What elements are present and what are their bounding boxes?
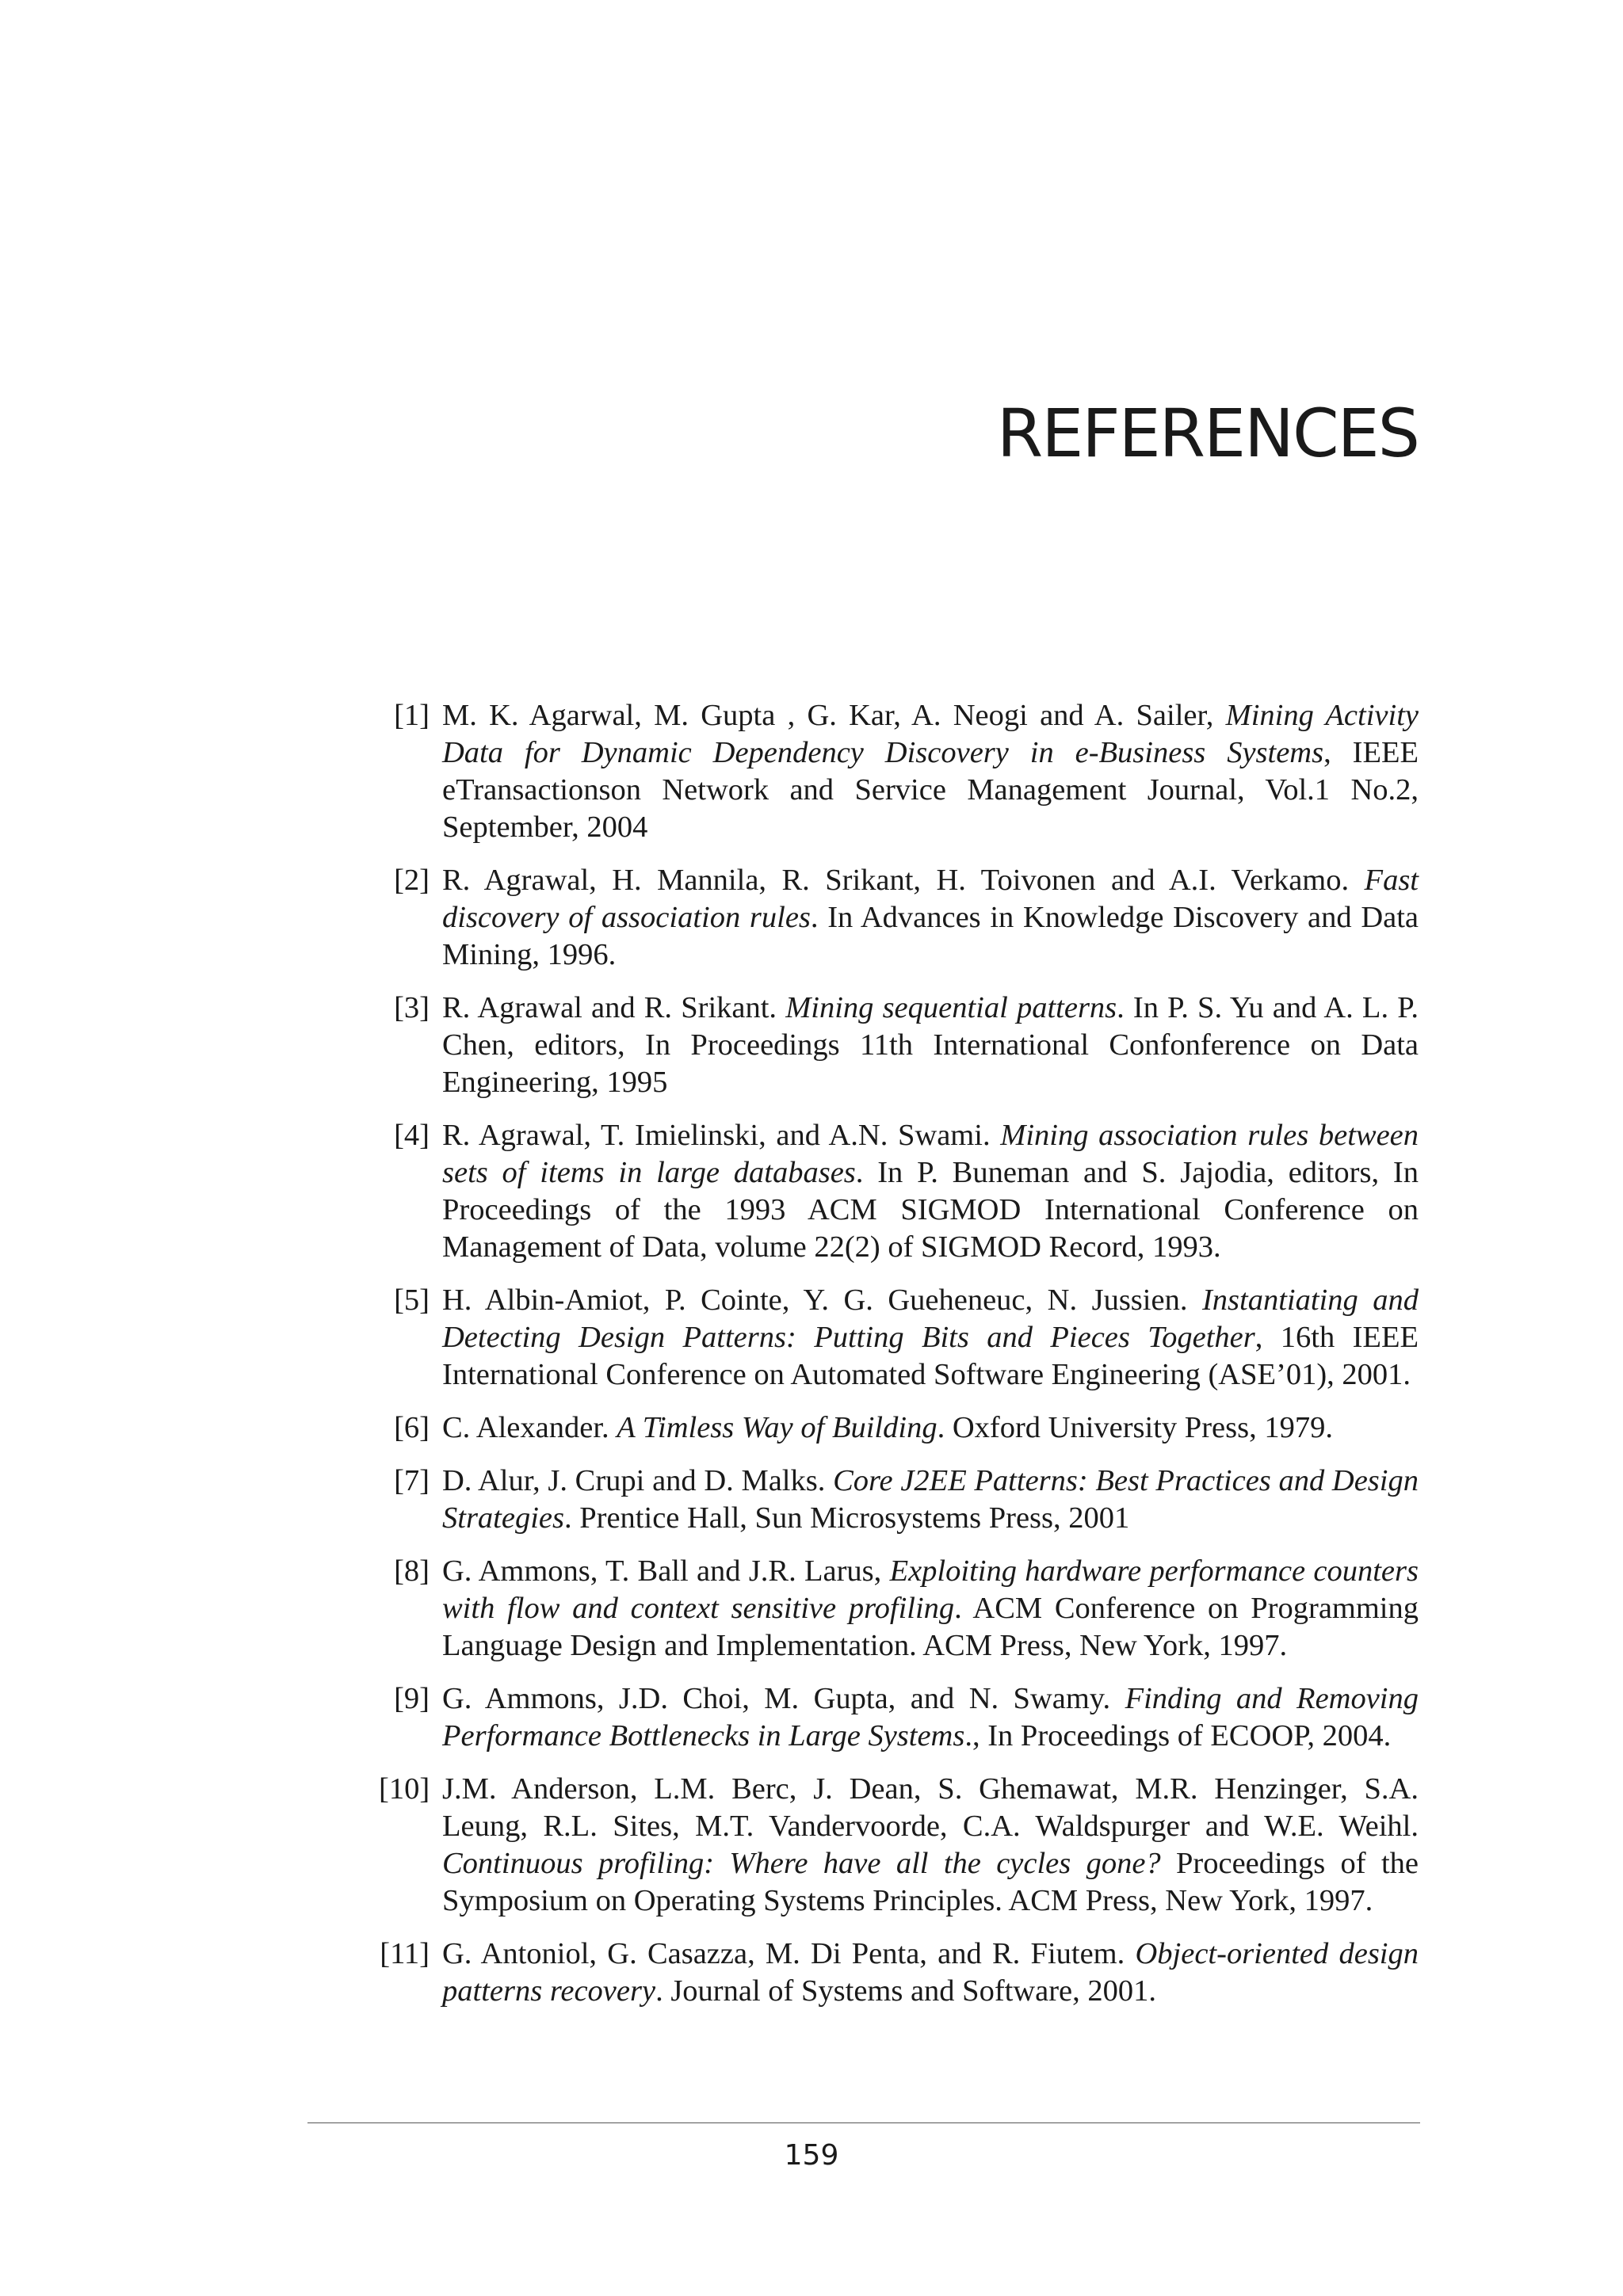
reference-title: Instantiating and Detecting Design Patterns: Putting Bits and Pieces Together: [442, 1283, 1419, 1354]
reference-authors: G. Ammons, J.D. Choi, M. Gupta, and N. Swamy.: [442, 1682, 1125, 1715]
reference-entry: [379, 990, 1419, 1101]
reference-title: Object-oriented design patterns recovery: [442, 1937, 1419, 2008]
reference-title: Core J2EE Patterns: Best Practices and Design Strategies: [442, 1464, 1419, 1535]
reference-source: . Oxford University Press, 1979.: [937, 1411, 1333, 1444]
reference-title: Continuous profiling: Where have all the cycles gone?: [442, 1847, 1161, 1880]
reference-title: Fast discovery of association rules: [442, 864, 1419, 934]
reference-entry: [379, 697, 1419, 846]
reference-entry: [379, 1282, 1419, 1394]
reference-title: Mining association rules between sets of items in large databases: [442, 1119, 1419, 1189]
reference-authors: M. K. Agarwal, M. Gupta , G. Kar, A. Neogi and A. Sailer,: [442, 699, 1226, 732]
reference-authors: C. Alexander.: [442, 1411, 617, 1444]
reference-authors: J.M. Anderson, L.M. Berc, J. Dean, S. Ghemawat, M.R. Henzinger, S.A. Leung, R.L. Sites, M.T. Vandervoorde, C.A. Waldspurger and W.E. Weihl.: [442, 1772, 1419, 1843]
chapter-title: REFERENCES: [996, 395, 1419, 472]
reference-source: . In Advances in Knowledge Discovery and Data Mining, 1996.: [442, 901, 1419, 971]
reference-entry: [379, 1680, 1419, 1755]
reference-label: [6]: [394, 1411, 430, 1444]
reference-label: [3]: [394, 991, 430, 1024]
reference-entry: [379, 1463, 1419, 1537]
reference-entry: [379, 1117, 1419, 1266]
reference-label: [9]: [394, 1682, 430, 1715]
reference-source: , 16th IEEE International Conference on Automated Software Engineering (ASE’01), 2001.: [442, 1321, 1419, 1391]
reference-label: [1]: [394, 699, 430, 732]
reference-authors: G. Antoniol, G. Casazza, M. Di Penta, and R. Fiutem.: [442, 1937, 1136, 1970]
reference-label: [4]: [394, 1119, 430, 1152]
reference-entry: [379, 1936, 1419, 2010]
reference-source: . Prentice Hall, Sun Microsystems Press, 2001: [563, 1501, 1130, 1535]
footer-rule: [307, 2122, 1420, 2123]
reference-authors: R. Agrawal, T. Imielinski, and A.N. Swami.: [442, 1119, 1001, 1152]
reference-authors: R. Agrawal, H. Mannila, R. Srikant, H. Toivonen and A.I. Verkamo.: [442, 864, 1365, 897]
reference-source: . Journal of Systems and Software, 2001.: [655, 1974, 1157, 2008]
reference-entry: [379, 862, 1419, 974]
reference-label: [11]: [380, 1937, 430, 1970]
reference-source: . In P. Buneman and S. Jajodia, editors, In Proceedings of the 1993 ACM SIGMOD International Conference on Management of Data, volume 22(2) of SIGMOD Record, 1993.: [442, 1156, 1419, 1264]
reference-source: . ACM Conference on Programming Language Design and Implementation. ACM Press, New York, 1997.: [442, 1592, 1419, 1662]
reference-source: ., In Proceedings of ECOOP, 2004.: [964, 1719, 1392, 1753]
reference-title: Exploiting hardware performance counters with flow and context sensitive profiling: [442, 1554, 1419, 1625]
reference-authors: G. Ammons, T. Ball and J.R. Larus,: [442, 1554, 890, 1588]
reference-title: Mining Activity Data for Dynamic Dependency Discovery in e-Business Systems: [442, 699, 1419, 769]
reference-label: [10]: [379, 1772, 430, 1806]
reference-label: [2]: [394, 864, 430, 897]
reference-entry: [379, 1409, 1419, 1447]
reference-title: Mining sequential patterns: [785, 991, 1117, 1024]
reference-source: Proceedings of the Symposium on Operating Systems Principles. ACM Press, New York, 1997.: [442, 1847, 1419, 1917]
reference-label: [8]: [394, 1554, 430, 1588]
reference-authors: D. Alur, J. Crupi and D. Malks.: [442, 1464, 834, 1497]
reference-label: [7]: [394, 1464, 430, 1497]
reference-list: [379, 697, 1419, 2026]
reference-source: , IEEE eTransactionson Network and Service Management Journal, Vol.1 No.2, September, 2004: [442, 736, 1419, 844]
reference-entry: [379, 1771, 1419, 1920]
reference-authors: H. Albin-Amiot, P. Cointe, Y. G. Gueheneuc, N. Jussien.: [442, 1283, 1202, 1317]
reference-title: A Timless Way of Building: [617, 1411, 938, 1444]
reference-authors: R. Agrawal and R. Srikant.: [442, 991, 786, 1024]
reference-label: [5]: [394, 1283, 430, 1317]
page-number: 159: [784, 2139, 839, 2172]
reference-entry: [379, 1553, 1419, 1665]
reference-title: Finding and Removing Performance Bottlenecks in Large Systems: [442, 1682, 1419, 1753]
reference-source: . In P. S. Yu and A. L. P. Chen, editors, In Proceedings 11th International Confonference on Data Engineering, 1995: [442, 991, 1419, 1099]
